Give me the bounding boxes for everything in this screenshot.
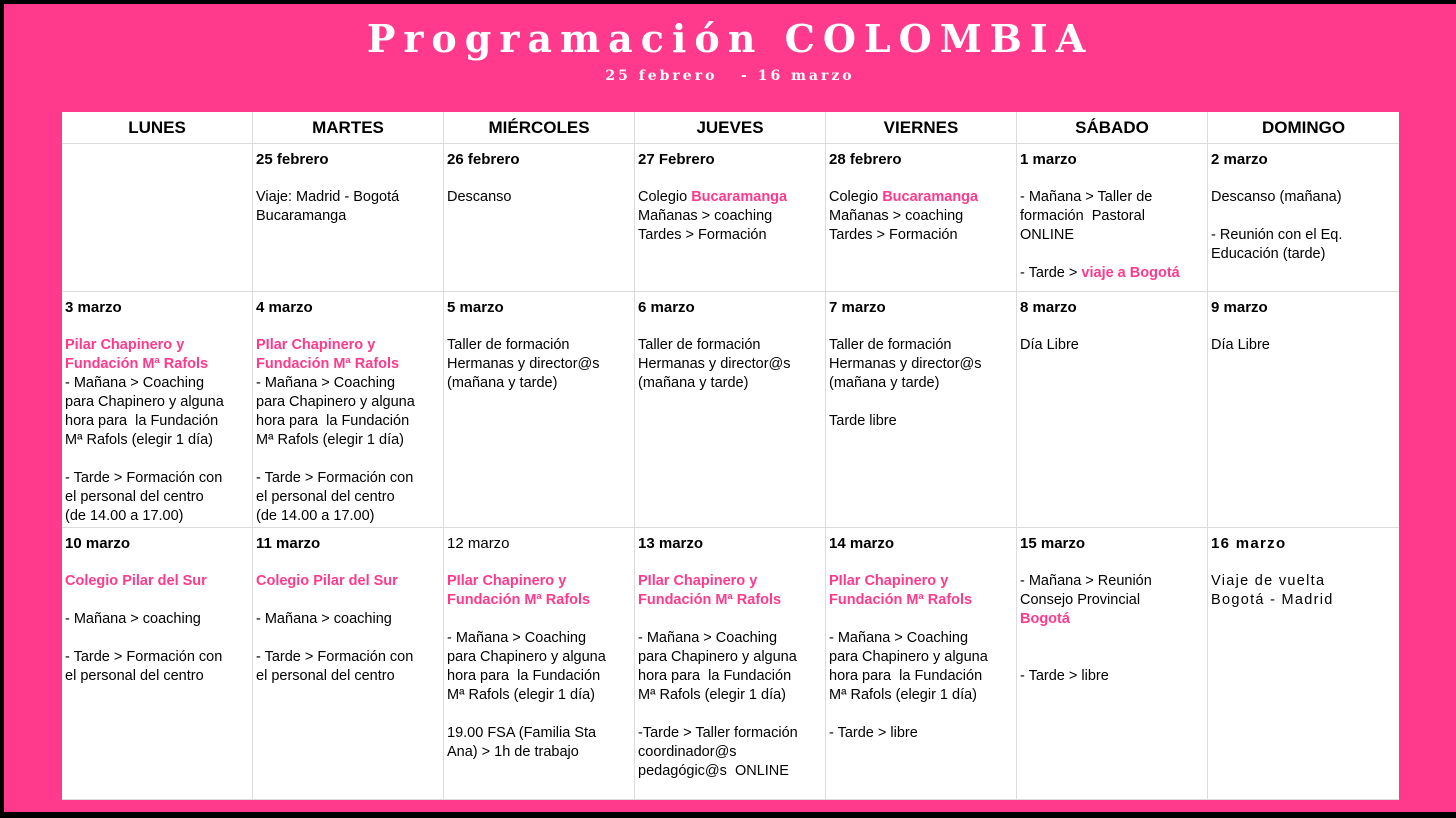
event-line: [829, 686, 1014, 705]
weekday-header: VIERNES: [826, 112, 1017, 144]
event-text: - Tarde > libre: [1020, 668, 1109, 684]
event-line: [65, 355, 250, 374]
event-line: [256, 572, 441, 591]
event-text: Ana) > 1h de trabajo: [447, 744, 579, 760]
highlight-text: Bogotá: [1020, 611, 1070, 627]
event-text: Mª Rafols (elegir 1 día): [256, 432, 405, 448]
event-text: -Tarde > Taller formación: [638, 725, 798, 741]
event-text: Mª Rafols (elegir 1 día): [65, 432, 214, 448]
day-cell: [1017, 528, 1208, 800]
event-line: [829, 724, 1014, 743]
event-line: [65, 610, 250, 629]
day-date: 12 marzo: [447, 535, 510, 552]
event-line: [829, 412, 1014, 431]
event-line: [256, 629, 441, 648]
event-text: Tarde libre: [829, 413, 897, 429]
event-line: [1020, 629, 1205, 648]
event-text: para Chapinero y alguna: [65, 394, 224, 410]
day-cell: [1017, 292, 1208, 528]
day-date: 9 marzo: [1211, 299, 1268, 316]
highlight-text: Bucaramanga: [882, 189, 979, 205]
day-cell: [62, 292, 253, 528]
weekday-header: LUNES: [62, 112, 253, 144]
event-line: [447, 705, 632, 724]
event-line: [256, 393, 441, 412]
event-text: Mª Rafols (elegir 1 día): [447, 687, 596, 703]
day-date: 13 marzo: [638, 535, 704, 552]
day-cell: [826, 528, 1017, 800]
event-line: [447, 188, 632, 207]
event-line: [638, 629, 823, 648]
event-text: Taller de formación: [638, 337, 761, 353]
event-line: [1020, 648, 1205, 667]
event-text: Día Libre: [1211, 337, 1270, 353]
day-date: 3 marzo: [65, 299, 122, 316]
event-line: [1020, 207, 1205, 226]
event-line: [638, 705, 823, 724]
event-line: [1020, 667, 1205, 686]
event-text: - Mañana > Reunión: [1020, 573, 1152, 589]
event-line: [1020, 610, 1205, 629]
event-line: [256, 336, 441, 355]
day-date: 6 marzo: [638, 299, 695, 316]
page-title: Programación COLOMBIA: [366, 16, 1094, 61]
event-line: [829, 591, 1014, 610]
event-line: [638, 188, 823, 207]
event-text: - Tarde > Formación con: [65, 649, 223, 665]
event-line: [447, 648, 632, 667]
event-text: 19.00 FSA (Familia Sta: [447, 725, 597, 741]
event-text: Mañanas > coaching: [829, 208, 964, 224]
event-line: [829, 667, 1014, 686]
event-line: [638, 610, 823, 629]
event-line: [829, 336, 1014, 355]
weekday-header: JUEVES: [635, 112, 826, 144]
event-text: (de 14.00 a 17.00): [65, 508, 184, 524]
day-date: 7 marzo: [829, 299, 886, 316]
event-line: [1211, 226, 1397, 245]
event-line: [256, 610, 441, 629]
highlight-text: PIlar Chapinero y: [829, 573, 949, 589]
event-line: [65, 648, 250, 667]
event-line: [829, 226, 1014, 245]
event-text: Mª Rafols (elegir 1 día): [638, 687, 787, 703]
event-text: hora para la Fundación: [829, 668, 983, 684]
event-text: - Mañana > Coaching: [256, 375, 396, 391]
day-date: 2 marzo: [1211, 151, 1268, 168]
event-line: [447, 591, 632, 610]
day-date: 1 marzo: [1020, 151, 1077, 168]
weekday-header: MARTES: [253, 112, 444, 144]
event-line: [829, 393, 1014, 412]
event-line: [638, 336, 823, 355]
event-text: - Tarde > Formación con: [256, 470, 414, 486]
day-cell: [1017, 144, 1208, 292]
event-line: [65, 507, 250, 526]
event-text: ONLINE: [1020, 227, 1074, 243]
event-text: Viaje: Madrid - Bogotá: [256, 189, 400, 205]
day-cell: [635, 144, 826, 292]
day-cell: [1208, 144, 1399, 292]
day-date: 10 marzo: [65, 535, 131, 552]
day-date: 8 marzo: [1020, 299, 1077, 316]
event-line: [256, 450, 441, 469]
event-line: [65, 591, 250, 610]
day-cell: [826, 144, 1017, 292]
event-line: [65, 450, 250, 469]
event-line: [829, 610, 1014, 629]
event-text: Bucaramanga: [256, 208, 347, 224]
event-line: [447, 686, 632, 705]
event-text: el personal del centro: [256, 489, 395, 505]
event-line: [1020, 188, 1205, 207]
event-text: (de 14.00 a 17.00): [256, 508, 375, 524]
day-cell: [253, 144, 444, 292]
event-line: [256, 431, 441, 450]
event-text: para Chapinero y alguna: [638, 649, 797, 665]
highlight-text: PIlar Chapinero y: [447, 573, 567, 589]
event-text: - Reunión con el Eq.: [1211, 227, 1343, 243]
highlight-text: Colegio Pilar del Sur: [65, 573, 207, 589]
event-line: [1020, 226, 1205, 245]
page-subtitle: 25 febrero - 16 marzo: [605, 68, 855, 84]
event-text: (mañana y tarde): [638, 375, 749, 391]
event-line: [1211, 188, 1397, 207]
event-line: [638, 207, 823, 226]
event-text: Mañanas > coaching: [638, 208, 773, 224]
event-line: [638, 355, 823, 374]
event-line: [65, 412, 250, 431]
event-line: [256, 667, 441, 686]
event-line: [65, 374, 250, 393]
event-line: [65, 393, 250, 412]
event-text: Descanso: [447, 189, 512, 205]
day-cell: [826, 292, 1017, 528]
highlight-text: Fundación Mª Rafols: [256, 356, 400, 372]
day-date: 26 febrero: [447, 151, 520, 168]
day-date: 11 marzo: [256, 535, 321, 552]
event-text: Tardes > Formación: [638, 227, 767, 243]
event-line: [1020, 264, 1205, 283]
event-text: para Chapinero y alguna: [256, 394, 415, 410]
event-text: - Mañana > Coaching: [447, 630, 587, 646]
event-text: (mañana y tarde): [447, 375, 558, 391]
event-line: [256, 507, 441, 526]
event-line: [829, 705, 1014, 724]
event-text: hora para la Fundación: [447, 668, 601, 684]
event-text: el personal del centro: [65, 489, 204, 505]
highlight-text: Fundación Mª Rafols: [447, 592, 591, 608]
day-date: 15 marzo: [1020, 535, 1086, 552]
event-text: - Mañana > Coaching: [638, 630, 778, 646]
event-line: [638, 762, 823, 781]
event-line: [638, 743, 823, 762]
event-line: [447, 667, 632, 686]
event-text: Bogotá - Madrid: [1211, 592, 1334, 608]
event-line: [829, 648, 1014, 667]
day-date: 25 febrero: [256, 151, 329, 168]
event-text: Tardes > Formación: [829, 227, 958, 243]
event-line: [638, 686, 823, 705]
day-date: 5 marzo: [447, 299, 504, 316]
highlight-text: viaje a Bogotá: [1081, 265, 1180, 281]
highlight-text: Fundación Mª Rafols: [65, 356, 209, 372]
event-text: el personal del centro: [256, 668, 395, 684]
event-text: - Tarde > libre: [829, 725, 918, 741]
event-line: [447, 572, 632, 591]
day-cell: [253, 528, 444, 800]
highlight-text: Fundación Mª Rafols: [829, 592, 973, 608]
day-cell: [1208, 292, 1399, 528]
event-line: [1211, 572, 1397, 591]
event-line: [1211, 245, 1397, 264]
day-date: 28 febrero: [829, 151, 902, 168]
event-text: Educación (tarde): [1211, 246, 1326, 262]
event-text: hora para la Fundación: [638, 668, 792, 684]
highlight-text: Bucaramanga: [691, 189, 788, 205]
event-line: [1211, 591, 1397, 610]
event-line: [256, 469, 441, 488]
day-cell: [1208, 528, 1399, 800]
event-text: Hermanas y director@s: [638, 356, 791, 372]
event-line: [256, 412, 441, 431]
event-text: Taller de formación: [447, 337, 570, 353]
event-line: [65, 469, 250, 488]
event-text: para Chapinero y alguna: [447, 649, 606, 665]
weekday-header: DOMINGO: [1208, 112, 1399, 144]
event-line: [638, 667, 823, 686]
event-line: [256, 374, 441, 393]
event-line: [447, 336, 632, 355]
event-line: [447, 724, 632, 743]
event-text: coordinador@s: [638, 744, 737, 760]
event-line: [256, 488, 441, 507]
day-cell: [444, 292, 635, 528]
event-line: [829, 188, 1014, 207]
event-line: [1020, 591, 1205, 610]
event-text: Colegio: [638, 189, 692, 205]
event-line: [65, 667, 250, 686]
event-text: para Chapinero y alguna: [829, 649, 988, 665]
day-cell: [62, 144, 253, 292]
event-line: [829, 629, 1014, 648]
event-text: Hermanas y director@s: [829, 356, 982, 372]
day-date: 27 Febrero: [638, 151, 715, 168]
event-text: - Tarde > Formación con: [256, 649, 414, 665]
event-text: - Tarde >: [1020, 265, 1082, 281]
event-text: - Mañana > coaching: [65, 611, 201, 627]
event-line: [638, 724, 823, 743]
day-date: 16 marzo: [1211, 535, 1287, 552]
event-line: [1020, 245, 1205, 264]
event-line: [65, 572, 250, 591]
event-text: - Tarde > Formación con: [65, 470, 223, 486]
event-line: [447, 355, 632, 374]
event-line: [256, 591, 441, 610]
day-cell: [62, 528, 253, 800]
event-line: [829, 374, 1014, 393]
event-line: [65, 488, 250, 507]
day-date: 4 marzo: [256, 299, 313, 316]
event-line: [1020, 336, 1205, 355]
event-text: el personal del centro: [65, 668, 204, 684]
event-text: Hermanas y director@s: [447, 356, 600, 372]
event-text: Viaje de vuelta: [1211, 573, 1326, 589]
event-line: [1020, 572, 1205, 591]
weekday-header: SÁBADO: [1017, 112, 1208, 144]
event-text: - Mañana > coaching: [256, 611, 392, 627]
weekday-header: MIÉRCOLES: [444, 112, 635, 144]
day-cell: [635, 528, 826, 800]
event-text: - Mañana > Coaching: [65, 375, 205, 391]
event-text: pedagógic@s ONLINE: [638, 763, 789, 779]
event-text: Consejo Provincial: [1020, 592, 1141, 608]
event-text: Colegio: [829, 189, 883, 205]
event-text: Día Libre: [1020, 337, 1079, 353]
calendar-table: [62, 112, 1399, 800]
event-text: hora para la Fundación: [256, 413, 410, 429]
day-date: 14 marzo: [829, 535, 895, 552]
event-line: [638, 648, 823, 667]
highlight-text: Colegio Pilar del Sur: [256, 573, 398, 589]
highlight-text: Pilar Chapinero y: [65, 337, 185, 353]
slide: [4, 4, 1456, 812]
event-text: formación Pastoral: [1020, 208, 1145, 224]
highlight-text: PIlar Chapinero y: [256, 337, 376, 353]
event-line: [256, 188, 441, 207]
event-text: - Mañana > Coaching: [829, 630, 969, 646]
day-cell: [253, 292, 444, 528]
event-line: [65, 336, 250, 355]
event-line: [447, 374, 632, 393]
event-line: [447, 629, 632, 648]
day-cell: [444, 144, 635, 292]
day-cell: [635, 292, 826, 528]
event-text: (mañana y tarde): [829, 375, 940, 391]
event-line: [256, 207, 441, 226]
event-line: [638, 226, 823, 245]
event-line: [829, 355, 1014, 374]
day-cell: [444, 528, 635, 800]
event-line: [1211, 207, 1397, 226]
event-line: [829, 207, 1014, 226]
event-text: - Mañana > Taller de: [1020, 189, 1153, 205]
event-line: [638, 572, 823, 591]
event-line: [1211, 336, 1397, 355]
highlight-text: Fundación Mª Rafols: [638, 592, 782, 608]
event-line: [447, 743, 632, 762]
highlight-text: PIlar Chapinero y: [638, 573, 758, 589]
event-text: Taller de formación: [829, 337, 952, 353]
event-line: [638, 591, 823, 610]
event-line: [638, 374, 823, 393]
event-line: [447, 610, 632, 629]
event-line: [829, 572, 1014, 591]
event-line: [65, 629, 250, 648]
event-text: hora para la Fundación: [65, 413, 219, 429]
event-line: [256, 648, 441, 667]
event-text: Mª Rafols (elegir 1 día): [829, 687, 978, 703]
event-text: Descanso (mañana): [1211, 189, 1342, 205]
event-line: [65, 431, 250, 450]
event-line: [256, 355, 441, 374]
